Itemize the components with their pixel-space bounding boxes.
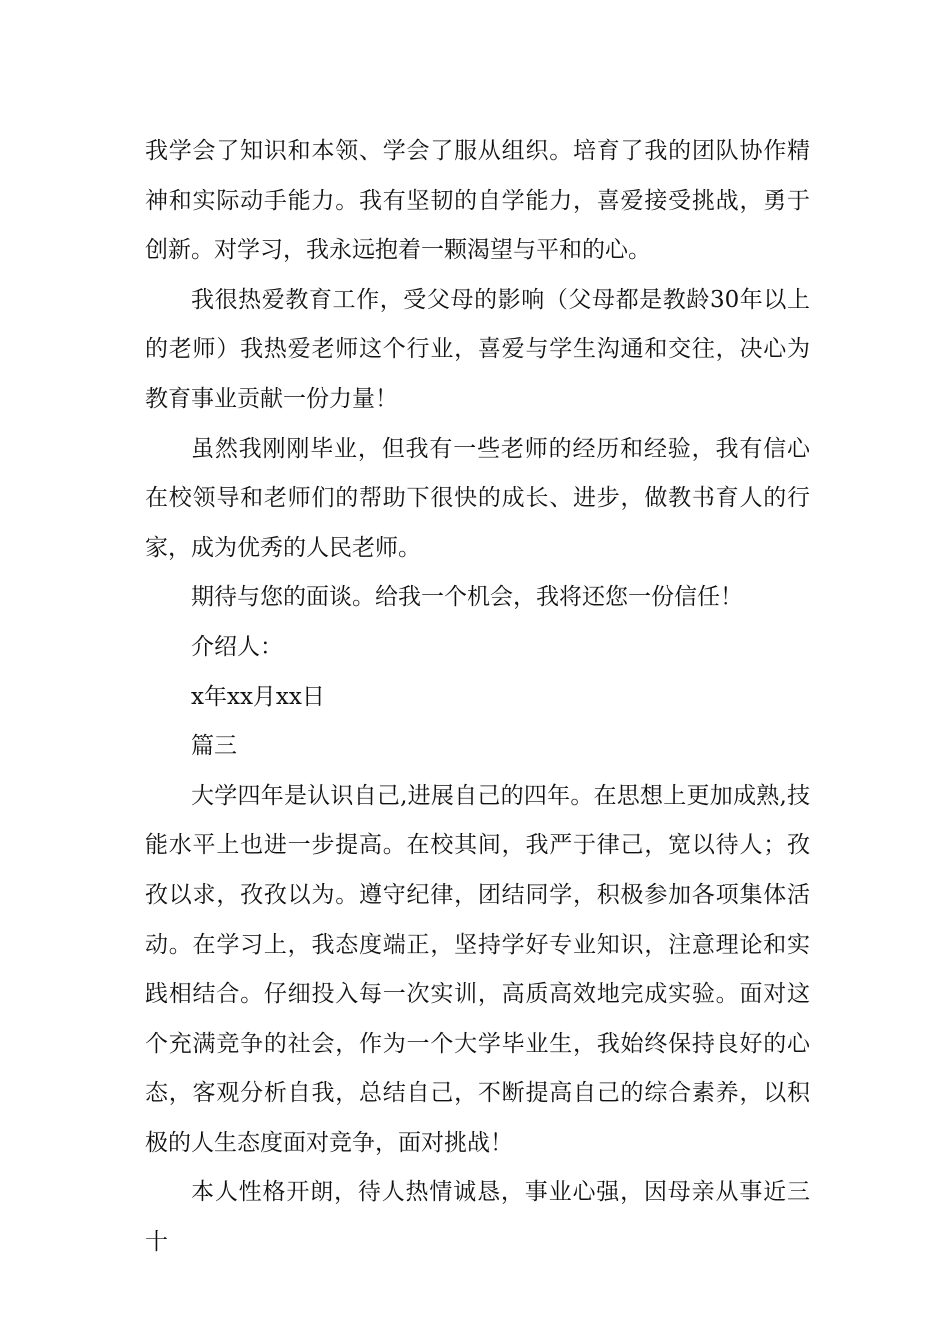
paragraph-continuation: 我学会了知识和本领、学会了服从组织。培育了我的团队协作精神和实际动手能力。我有坚韧的自学能力，喜爱接受挑战，勇于创新。对学习，我永远抱着一颗渴望与平和的心。	[145, 138, 810, 264]
section-heading: 篇三	[191, 733, 237, 760]
document-body	[145, 127, 810, 1268]
introducer-label: 介绍人：	[191, 633, 283, 660]
paragraph-university-years: 大学四年是认识自己,进展自己的四年。在思想上更加成熟,技能水平上也进一步提高。在校其间，我严于律己，宽以待人；孜孜以求，孜孜以为。遵守纪律，团结同学，积极参加各项集体活动。在学习上，我态度端正，坚持学好专业知识，注意理论和实践相结合。仔细投入每一次实训，高质高效地完成实验。面对这个充满竞争的社会，作为一个大学毕业生，我始终保持良好的心态，客观分析自我，总结自己，不断提高自己的综合素养，以积极的人生态度面对竞争，面对挑战！	[145, 782, 810, 1156]
paragraph-closing: 期待与您的面谈。给我一个机会，我将还您一份信任！	[191, 584, 743, 611]
paragraph-confidence: 虽然我刚刚毕业，但我有一些老师的经历和经验，我有信心在校领导和老师们的帮助下很快的成长、进步，做教书育人的行家，成为优秀的人民老师。	[145, 435, 810, 561]
paragraph-education-passion: 我很热爱教育工作，受父母的影响（父母都是教龄30年以上的老师）我热爱老师这个行业，喜爱与学生沟通和交往，决心为教育事业贡献一份力量！	[145, 286, 810, 412]
paragraph-personality: 本人性格开朗，待人热情诚恳，事业心强，因母亲从事近三十	[145, 1179, 810, 1256]
date-line: x年xx月xx日	[191, 683, 325, 710]
